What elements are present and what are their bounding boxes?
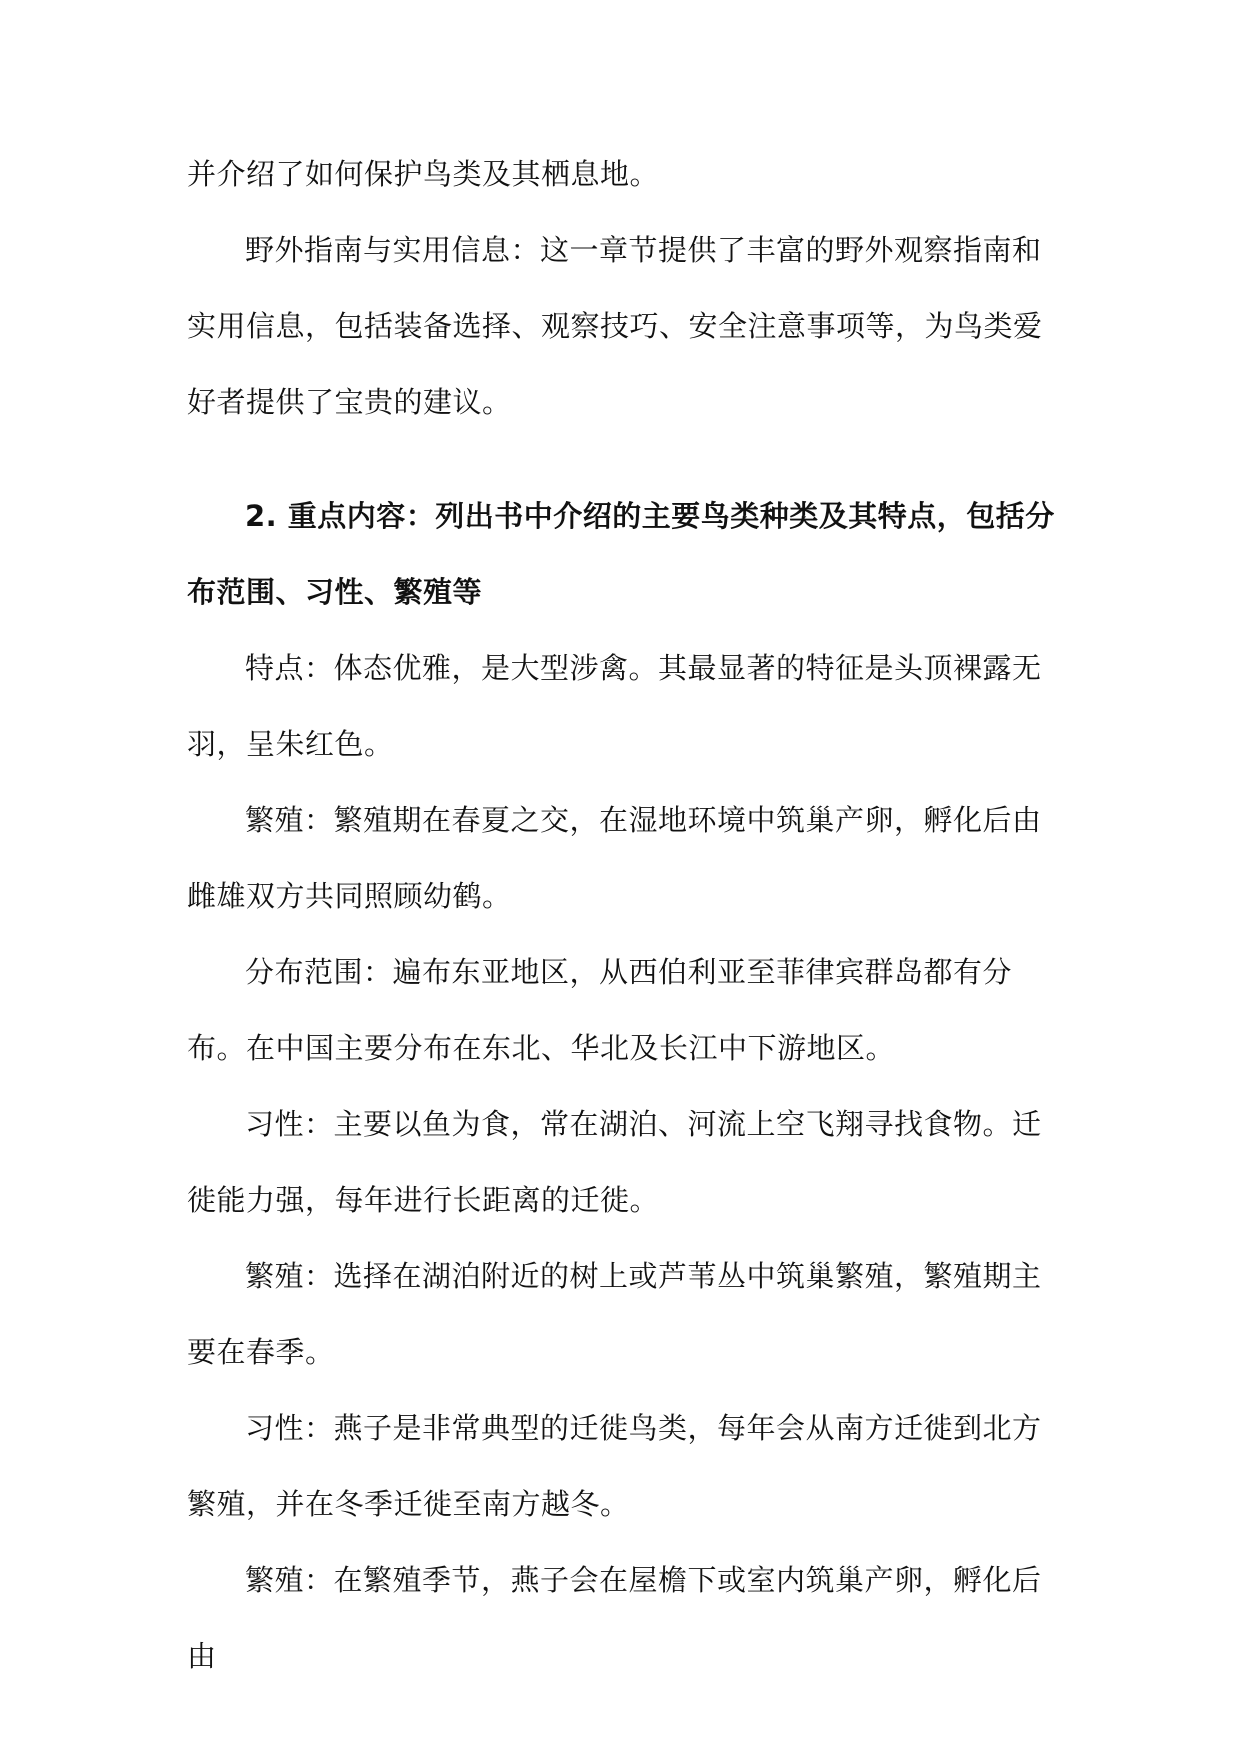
paragraph-habits: 习性：主要以鱼为食，常在湖泊、河流上空飞翔寻找食物。迁徙能力强，每年进行长距离的迁徙。: [187, 1107, 1042, 1217]
paragraph-crane-features: 特点：体态优雅，是大型涉禽。其最显著的特征是头顶裸露无羽，呈朱红色。: [187, 651, 1042, 761]
paragraph-swallow-breeding: 繁殖：在繁殖季节，燕子会在屋檐下或室内筑巢产卵，孵化后由: [187, 1563, 1042, 1673]
paragraph-breeding-lake: 繁殖：选择在湖泊附近的树上或芦苇丛中筑巢繁殖，繁殖期主要在春季。: [187, 1259, 1042, 1369]
paragraph-crane-breeding: 繁殖：繁殖期在春夏之交，在湿地环境中筑巢产卵，孵化后由雌雄双方共同照顾幼鹤。: [187, 803, 1042, 913]
document-body: [187, 136, 1055, 1694]
paragraph-distribution: 分布范围：遍布东亚地区，从西伯利亚至菲律宾群岛都有分布。在中国主要分布在东北、华北及长江中下游地区。: [187, 955, 1013, 1065]
paragraph-swallow-habits: 习性：燕子是非常典型的迁徙鸟类，每年会从南方迁徙到北方繁殖，并在冬季迁徙至南方越冬。: [187, 1411, 1042, 1521]
section-heading: 2. 重点内容：列出书中介绍的主要鸟类种类及其特点，包括分布范围、习性、繁殖等: [187, 499, 1055, 609]
paragraph-field-guide: 野外指南与实用信息：这一章节提供了丰富的野外观察指南和实用信息，包括装备选择、观察技巧、安全注意事项等，为鸟类爱好者提供了宝贵的建议。: [187, 233, 1043, 419]
paragraph-continuation: 并介绍了如何保护鸟类及其栖息地。: [187, 157, 660, 191]
